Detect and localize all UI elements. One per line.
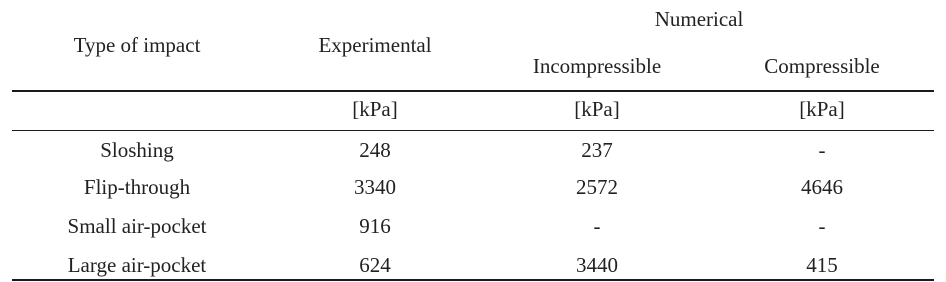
header-compressible: Compressible [764,54,880,78]
header-type-of-impact: Type of impact [73,33,201,57]
header-incompressible: Incompressible [532,54,662,78]
row-value: 237 [581,138,613,162]
row-value: 248 [359,138,391,162]
unit-cell: [kPa] [352,97,398,121]
row-value: 4646 [801,175,843,199]
row-value: 2572 [576,175,618,199]
row-label: Small air-pocket [67,214,207,238]
row-label: Flip-through [83,175,191,199]
row-value: 415 [806,253,838,277]
row-value: - [593,214,601,238]
unit-cell: [kPa] [799,97,845,121]
header-experimental: Experimental [318,33,432,57]
row-value: 624 [359,253,391,277]
row-value: 3440 [576,253,618,277]
bottom-rule [12,279,934,281]
units-rule [12,130,934,131]
header-numerical: Numerical [654,7,744,31]
unit-cell: [kPa] [574,97,620,121]
row-value: - [818,138,826,162]
row-value: 916 [359,214,391,238]
row-value: - [818,214,826,238]
row-label: Sloshing [100,138,174,162]
row-value: 3340 [354,175,396,199]
row-label: Large air-pocket [67,253,207,277]
header-rule [12,90,934,92]
